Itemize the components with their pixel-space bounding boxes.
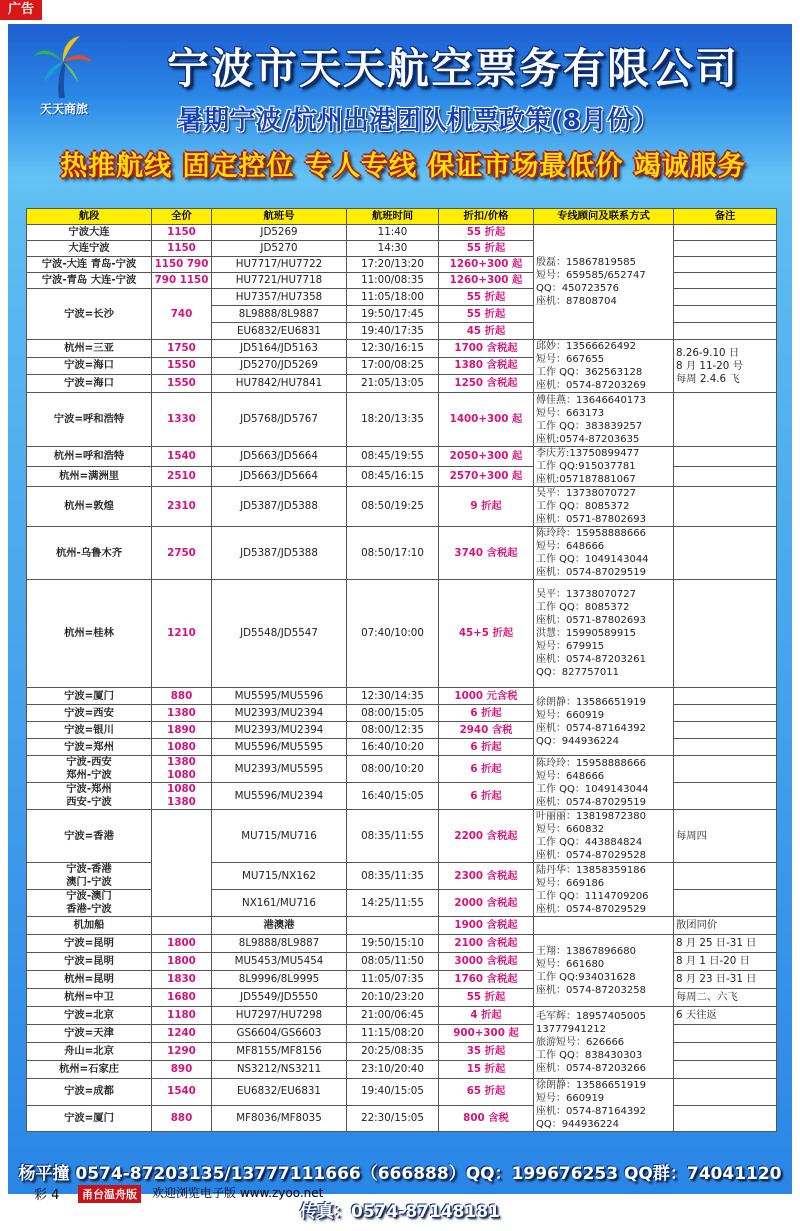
cell-route: 宁波-西安 郑州-宁波 [27, 756, 152, 783]
cell-flight: 8L9888/8L9887 [212, 935, 347, 953]
cell-contact [534, 917, 674, 935]
cell-route: 宁波=长沙 [27, 289, 152, 340]
cell-time: 12:30/16:15 [347, 340, 439, 358]
cell-flight: HU7842/HU7841 [212, 375, 347, 393]
cell-discount: 2000 含税起 [439, 890, 534, 917]
cell-price: 1080 1380 [152, 783, 212, 810]
table-row [27, 1079, 777, 1106]
cell-discount: 2300 含税起 [439, 863, 534, 890]
cell-time: 18:20/13:35 [347, 393, 439, 447]
cell-discount: 45+5 折起 [439, 580, 534, 688]
cell-note [674, 756, 777, 783]
cell-discount: 1260+300 起 [439, 257, 534, 273]
cell-price: 1240 [152, 1025, 212, 1043]
cell-time: 16:40/15:05 [347, 783, 439, 810]
table-row [27, 447, 777, 467]
cell-flight: 8L9996/8L9995 [212, 971, 347, 989]
cell-discount: 6 折起 [439, 705, 534, 722]
cell-note: 8.26-9.10 日 8 月 11-20 号 每周 2.4.6 飞 [674, 340, 777, 393]
cell-route: 杭州=满洲里 [27, 467, 152, 487]
cell-price: 1380 [152, 705, 212, 722]
cell-flight: JD5549/JD5550 [212, 989, 347, 1007]
cell-discount: 2570+300 起 [439, 467, 534, 487]
cell-price: 1180 [152, 1007, 212, 1025]
cell-time: 17:20/13:20 [347, 257, 439, 273]
cell-discount: 2100 含税起 [439, 935, 534, 953]
cell-flight: JD5269 [212, 225, 347, 241]
cell-contact: 毛军辉：18957405005 13777941212 旅游短号：626666 工作 QQ：838430303 座机：0574-87203266 [534, 1007, 674, 1079]
cell-flight: JD5270/JD5269 [212, 357, 347, 375]
cell-flight: MU2393/MU5595 [212, 756, 347, 783]
cell-price: 2510 [152, 467, 212, 487]
cell-contact: 吴平：13738070727 工作 QQ：8085372 座机：0571-87802693 洪慧：15990589915 短号：679915 座机：0574-87203261 QQ：827757011 [534, 580, 674, 688]
cell-discount: 6 折起 [439, 756, 534, 783]
cell-flight: HU7717/HU7722 [212, 257, 347, 273]
cell-contact: 徐朗静：13586651919 短号：660919 座机：0574-87164392 QQ：944936224 [534, 688, 674, 756]
col-header-price: 全价 [152, 209, 212, 225]
cell-discount: 9 折起 [439, 487, 534, 527]
cell-time: 21:00/06:45 [347, 1007, 439, 1025]
cell-price: 1680 [152, 989, 212, 1007]
cell-contact: 徐朗静：13586651919 短号：660919 座机：0574-87164392 QQ：944936224 [534, 1079, 674, 1132]
cell-time: 19:50/15:10 [347, 935, 439, 953]
cell-route: 杭州=敦煌 [27, 487, 152, 527]
cell-price: 740 [152, 289, 212, 340]
cell-flight: 8L9888/8L9887 [212, 306, 347, 323]
cell-time: 07:40/10:00 [347, 580, 439, 688]
website-text: 欢迎浏览电子版 www.zyoo.net [152, 1186, 324, 1200]
cell-flight: MU715/NX162 [212, 863, 347, 890]
cell-price: 1540 [152, 1079, 212, 1106]
cell-time: 08:45/19:55 [347, 447, 439, 467]
cell-route: 宁波-青岛 大连-宁波 [27, 273, 152, 289]
cell-note [674, 323, 777, 340]
cell-time: 11:00/08:35 [347, 273, 439, 289]
cell-contact: 叶丽丽：13819872380 短号：660832 工作 QQ：443884824 座机：0574-87029528 [534, 810, 674, 863]
cell-note [674, 1105, 777, 1132]
cell-discount: 55 折起 [439, 225, 534, 241]
cell-price: 790 1150 [152, 273, 212, 289]
cell-route: 宁波=厦门 [27, 1105, 152, 1132]
cell-time: 21:05/13:05 [347, 375, 439, 393]
table-row [27, 688, 777, 705]
cell-time: 08:50/17:10 [347, 527, 439, 580]
cell-route: 宁波=昆明 [27, 953, 152, 971]
cell-note [674, 580, 777, 688]
cell-time: 08:00/10:20 [347, 756, 439, 783]
cell-route: 杭州=呼和浩特 [27, 447, 152, 467]
cell-flight: NX161/MU716 [212, 890, 347, 917]
cell-discount: 55 折起 [439, 989, 534, 1007]
cell-discount: 1380 含税起 [439, 357, 534, 375]
cell-discount: 2940 含税 [439, 722, 534, 739]
cell-flight: HU7357/HU7358 [212, 289, 347, 306]
col-header-discount: 折扣/价格 [439, 209, 534, 225]
cell-note [674, 863, 777, 890]
cell-flight: EU6832/EU6831 [212, 1079, 347, 1106]
cell-flight: MU715/MU716 [212, 810, 347, 863]
cell-note: 每周二、六飞 [674, 989, 777, 1007]
cell-note [674, 1025, 777, 1043]
cell-note [674, 1079, 777, 1106]
cell-route: 宁波-香港 澳门-宁波 [27, 863, 152, 890]
cell-route: 宁波=昆明 [27, 935, 152, 953]
cell-price: 1330 [152, 393, 212, 447]
cell-flight: EU6832/EU6831 [212, 323, 347, 340]
cell-discount: 6 折起 [439, 783, 534, 810]
cell-note [674, 241, 777, 257]
cell-time: 19:50/17:45 [347, 306, 439, 323]
cell-price [152, 810, 212, 917]
cell-price: 1550 [152, 357, 212, 375]
cell-discount: 35 折起 [439, 1043, 534, 1061]
cell-price: 1890 [152, 722, 212, 739]
cell-note [674, 1043, 777, 1061]
cell-note [674, 527, 777, 580]
cell-price: 1830 [152, 971, 212, 989]
company-name: 宁波市天天航空票务有限公司 [166, 44, 739, 93]
cell-note [674, 447, 777, 467]
cell-note [674, 783, 777, 810]
table-row [27, 756, 777, 783]
cell-route: 宁波=北京 [27, 1007, 152, 1025]
cell-route: 宁波-澳门 香港-宁波 [27, 890, 152, 917]
cell-price: 1550 [152, 375, 212, 393]
cell-flight: JD5663/JD5664 [212, 467, 347, 487]
col-header-contact: 专线顾问及联系方式 [534, 209, 674, 225]
cell-note [674, 225, 777, 241]
cell-time [347, 917, 439, 935]
cell-discount: 1250 含税起 [439, 375, 534, 393]
cell-price: 890 [152, 1061, 212, 1079]
cell-price: 1540 [152, 447, 212, 467]
cell-time: 08:45/16:15 [347, 467, 439, 487]
cell-contact: 邱妙：13566626492 短号：667655 工作 QQ：362563128 座机：0574-87203269 [534, 340, 674, 393]
cell-route: 杭州=三亚 [27, 340, 152, 358]
cell-flight: MU5595/MU5596 [212, 688, 347, 705]
cell-time: 11:40 [347, 225, 439, 241]
slogan: 热推航线 固定控位 专人专线 保证市场最低价 竭诚服务 [60, 151, 746, 182]
cell-flight: MU5596/MU2394 [212, 783, 347, 810]
fare-table [26, 208, 777, 1132]
cell-time: 16:40/10:20 [347, 739, 439, 756]
logo-text: 天天商旅 [39, 102, 88, 116]
cell-flight: JD5548/JD5547 [212, 580, 347, 688]
cell-flight: JD5270 [212, 241, 347, 257]
cell-route: 舟山=北京 [27, 1043, 152, 1061]
cell-route: 杭州-乌鲁木齐 [27, 527, 152, 580]
cell-note [674, 306, 777, 323]
cell-time: 23:10/20:40 [347, 1061, 439, 1079]
cell-route: 宁波=海口 [27, 375, 152, 393]
table-row [27, 580, 777, 688]
cell-discount: 800 含税 [439, 1105, 534, 1132]
cell-note: 每周四 [674, 810, 777, 863]
cell-route: 宁波=天津 [27, 1025, 152, 1043]
cell-flight: JD5387/JD5388 [212, 527, 347, 580]
cell-discount: 3000 含税起 [439, 953, 534, 971]
cell-price: 1290 [152, 1043, 212, 1061]
cell-price: 1800 [152, 935, 212, 953]
cell-flight: MU5453/MU5454 [212, 953, 347, 971]
cell-time: 20:10/23:20 [347, 989, 439, 1007]
cell-note [674, 722, 777, 739]
cell-note [674, 705, 777, 722]
table-header-row [27, 209, 777, 225]
cell-contact: 陆丹华：13858359186 短号：669186 工作 QQ：1114709206 座机：0574-87029529 [534, 863, 674, 917]
cell-route: 宁波-大连 青岛-宁波 [27, 257, 152, 273]
cell-time: 14:25/11:55 [347, 890, 439, 917]
cell-contact: 王翔：13867896680 短号：661680 工作 QQ:934031628 座机：0574-87203258 [534, 935, 674, 1007]
cell-note [674, 739, 777, 756]
col-header-note: 备注 [674, 209, 777, 225]
cell-flight: JD5164/JD5163 [212, 340, 347, 358]
cell-discount: 15 折起 [439, 1061, 534, 1079]
cell-time: 11:15/08:20 [347, 1025, 439, 1043]
cell-price [152, 917, 212, 935]
col-header-route: 航段 [27, 209, 152, 225]
cell-time: 08:35/11:55 [347, 810, 439, 863]
cell-note [674, 487, 777, 527]
cell-route: 宁波=香港 [27, 810, 152, 863]
table-row [27, 393, 777, 447]
cell-route: 宁波大连 [27, 225, 152, 241]
cell-note [674, 257, 777, 273]
cell-discount: 65 折起 [439, 1079, 534, 1106]
edition-badge: 甬台温舟版 [78, 1185, 141, 1203]
cell-note [674, 393, 777, 447]
cell-time: 22:30/15:05 [347, 1105, 439, 1132]
cell-flight: MU2393/MU2394 [212, 722, 347, 739]
cell-flight: JD5387/JD5388 [212, 487, 347, 527]
cell-discount: 1000 元含税 [439, 688, 534, 705]
table-row [27, 863, 777, 890]
cell-time: 08:05/11:50 [347, 953, 439, 971]
cell-discount: 2050+300 起 [439, 447, 534, 467]
cell-flight: NS3212/NS3211 [212, 1061, 347, 1079]
cell-price: 1150 790 [152, 257, 212, 273]
cell-time: 08:00/12:35 [347, 722, 439, 739]
table-row [27, 527, 777, 580]
cell-time: 08:00/15:05 [347, 705, 439, 722]
cell-route: 杭州=中卫 [27, 989, 152, 1007]
cell-route: 宁波=郑州 [27, 739, 152, 756]
cell-discount: 4 折起 [439, 1007, 534, 1025]
cell-note [674, 289, 777, 306]
cell-discount: 3740 含税起 [439, 527, 534, 580]
cell-contact: 陈玲玲：15958888666 短号：648666 工作 QQ：1049143044 座机：0574-87029519 [534, 527, 674, 580]
cell-route: 宁波-郑州 西安-宁波 [27, 783, 152, 810]
cell-contact: 傅佳燕：13646640173 短号：663173 工作 QQ：383839257 座机:0574-87203635 [534, 393, 674, 447]
cell-time: 17:00/08:25 [347, 357, 439, 375]
cell-price: 1750 [152, 340, 212, 358]
cell-discount: 55 折起 [439, 241, 534, 257]
cell-price: 880 [152, 1105, 212, 1132]
cell-flight: HU7721/HU7718 [212, 273, 347, 289]
cell-price: 1150 [152, 241, 212, 257]
cell-discount: 1760 含税起 [439, 971, 534, 989]
cell-price: 1080 [152, 739, 212, 756]
cell-contact: 吴平：13738070727 工作 QQ：8085372 座机：0571-87802693 [534, 487, 674, 527]
cell-note [674, 1061, 777, 1079]
cell-time: 12:30/14:35 [347, 688, 439, 705]
cell-route: 杭州=石家庄 [27, 1061, 152, 1079]
table-row [27, 917, 777, 935]
cell-price: 880 [152, 688, 212, 705]
cell-contact: 殷磊：15867819585 短号：659585/652747 QQ：450723576 座机：87808704 [534, 225, 674, 340]
cell-flight: HU7297/HU7298 [212, 1007, 347, 1025]
cell-discount: 55 折起 [439, 289, 534, 306]
cell-discount: 2200 含税起 [439, 810, 534, 863]
table-row [27, 225, 777, 241]
cell-route: 宁波=银川 [27, 722, 152, 739]
cell-note [674, 688, 777, 705]
cell-flight: MU5596/MU5595 [212, 739, 347, 756]
table-row [27, 1007, 777, 1025]
table-row [27, 935, 777, 953]
cell-route: 宁波=成都 [27, 1079, 152, 1106]
cell-route: 宁波=呼和浩特 [27, 393, 152, 447]
cell-price: 1800 [152, 953, 212, 971]
cell-contact: 陈玲玲：15958888666 短号：648666 工作 QQ：1049143044 座机：0574-87029519 [534, 756, 674, 810]
cell-contact: 李庆芳:13750899477 工作 QQ:915037781 座机:057187881067 [534, 447, 674, 487]
cell-time: 20:25/08:35 [347, 1043, 439, 1061]
palm-tree-icon [32, 34, 94, 100]
cell-time: 19:40/15:05 [347, 1079, 439, 1106]
col-header-flight: 航班号 [212, 209, 347, 225]
cell-price: 2310 [152, 487, 212, 527]
cell-price: 1210 [152, 580, 212, 688]
cell-note: 8 月 23 日-31 日 [674, 971, 777, 989]
cell-flight: MU2393/MU2394 [212, 705, 347, 722]
cell-route: 宁波=西安 [27, 705, 152, 722]
table-row [27, 810, 777, 863]
cell-price: 2750 [152, 527, 212, 580]
cell-note: 8 月 1 日-20 日 [674, 953, 777, 971]
cell-route: 机加船 [27, 917, 152, 935]
cell-route: 大连宁波 [27, 241, 152, 257]
cell-discount: 1900 含税起 [439, 917, 534, 935]
cell-flight: GS6604/GS6603 [212, 1025, 347, 1043]
cell-time: 08:35/11:35 [347, 863, 439, 890]
cell-price: 1380 1080 [152, 756, 212, 783]
cell-time: 19:40/17:35 [347, 323, 439, 340]
cell-route: 宁波=厦门 [27, 688, 152, 705]
cell-note [674, 273, 777, 289]
cell-flight: MF8155/MF8156 [212, 1043, 347, 1061]
cell-time: 11:05/07:35 [347, 971, 439, 989]
cell-discount: 45 折起 [439, 323, 534, 340]
cell-flight: MF8036/MF8035 [212, 1105, 347, 1132]
cell-note: 8 月 25 日-31 日 [674, 935, 777, 953]
cell-note [674, 890, 777, 917]
cell-discount: 6 折起 [439, 739, 534, 756]
cell-flight: JD5663/JD5664 [212, 447, 347, 467]
cell-note: 6 天往返 [674, 1007, 777, 1025]
cell-discount: 900+300 起 [439, 1025, 534, 1043]
cell-time: 11:05/18:00 [347, 289, 439, 306]
policy-subtitle: 暑期宁波/杭州出港团队机票政策(8月份） [177, 106, 659, 136]
cell-discount: 1260+300 起 [439, 273, 534, 289]
cell-note [674, 467, 777, 487]
cell-note: 散团同价 [674, 917, 777, 935]
page-number: 彩 4 [34, 1188, 60, 1203]
fare-table-container [26, 208, 776, 1132]
ad-tag: 广告 [0, 0, 42, 20]
cell-price: 1150 [152, 225, 212, 241]
cell-route: 杭州=昆明 [27, 971, 152, 989]
cell-flight: 港澳港 [212, 917, 347, 935]
footer-contact: 杨平撞 0574-87203135/13777111666（666888）QQ：199676253 QQ群：74041120 传真：0574-87148181 [18, 1164, 782, 1222]
col-header-time: 航班时间 [347, 209, 439, 225]
cell-route: 宁波=海口 [27, 357, 152, 375]
cell-discount: 1700 含税起 [439, 340, 534, 358]
cell-time: 08:50/19:25 [347, 487, 439, 527]
cell-discount: 1400+300 起 [439, 393, 534, 447]
cell-flight: JD5768/JD5767 [212, 393, 347, 447]
cell-time: 14:30 [347, 241, 439, 257]
cell-route: 杭州=桂林 [27, 580, 152, 688]
cell-discount: 55 折起 [439, 306, 534, 323]
table-row [27, 487, 777, 527]
table-row [27, 340, 777, 358]
